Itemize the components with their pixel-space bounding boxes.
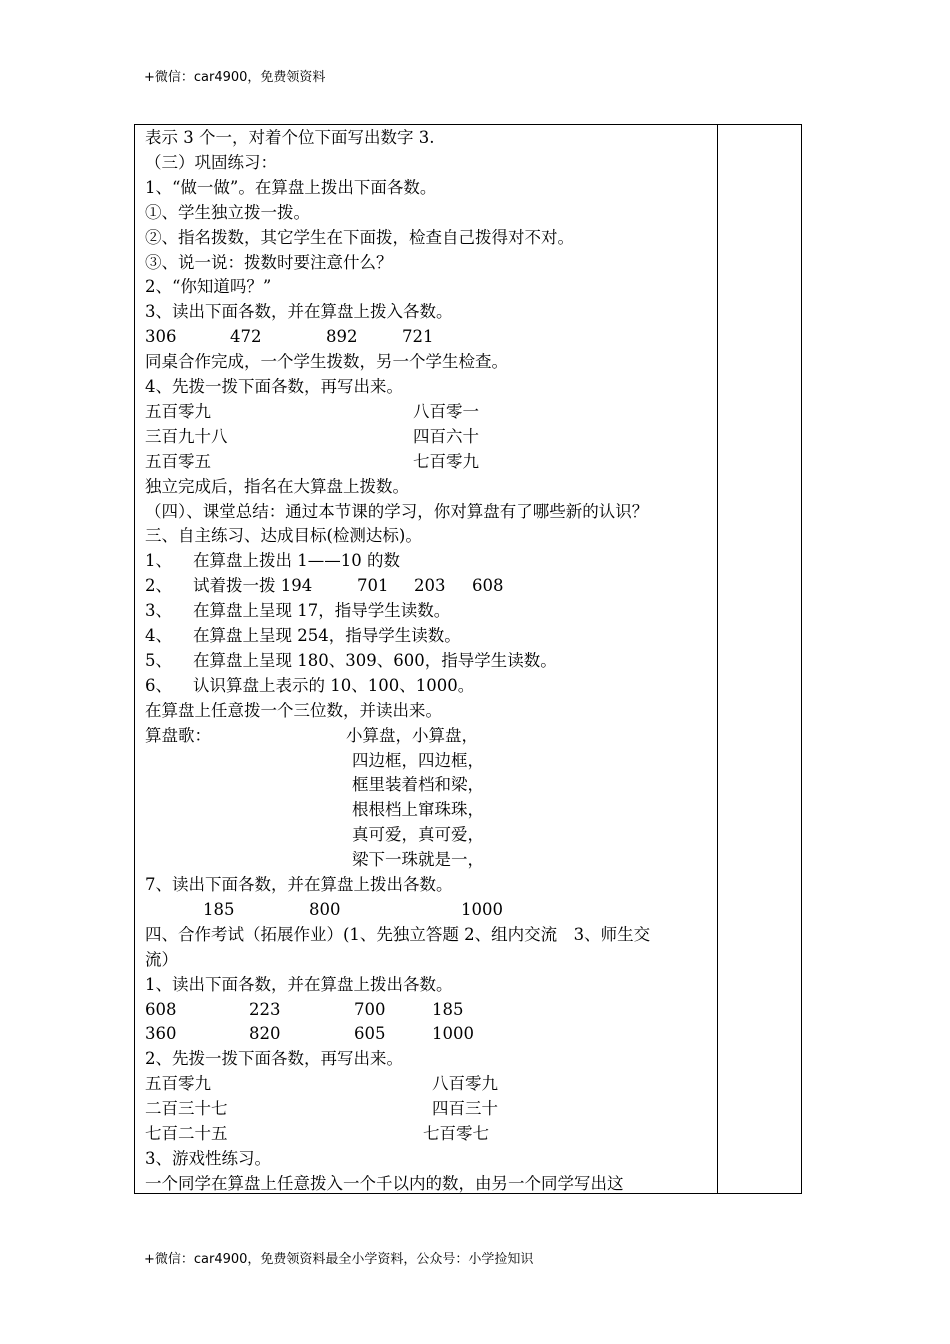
text-segment: 三百九十八 xyxy=(145,426,228,446)
text-segment: 5、 xyxy=(145,650,172,670)
text-segment: 在算盘上呈现 17，指导学生读数。 xyxy=(193,601,451,621)
text-segment: 2、 xyxy=(145,576,172,596)
text-segment: 三、自主练习、达成目标(检测达标)。 xyxy=(145,526,422,546)
text-segment: 223 xyxy=(249,999,281,1019)
text-segment: ③、说一说：拨数时要注意什么？ xyxy=(145,252,393,272)
page-header: +微信：car4900，免费领资料 xyxy=(144,70,326,85)
text-segment: 701 xyxy=(357,576,389,596)
text-segment: 表示 3 个一，对着个位下面写出数字 3. xyxy=(145,128,435,147)
text-segment: 1000 xyxy=(461,899,503,919)
text-segment: 7、读出下面各数，并在算盘上拨出各数。 xyxy=(145,875,453,894)
text-segment: 独立完成后，指名在大算盘上拨数。 xyxy=(145,476,409,496)
text-segment: 721 xyxy=(402,327,434,347)
text-segment: 八百零九 xyxy=(432,1074,498,1094)
page-footer: +微信：car4900，免费领资料最全小学资料，公众号：小学捡知识 xyxy=(144,1252,534,1267)
text-segment: 1000 xyxy=(432,1024,474,1044)
text-segment: 203 xyxy=(414,576,446,596)
text-segment: ①、学生独立拨一拨。 xyxy=(145,202,310,222)
text-segment: 在算盘上拨出 1——10 的数 xyxy=(193,551,400,571)
text-segment: （三）巩固练习： xyxy=(145,152,277,172)
text-segment: 472 xyxy=(230,327,262,347)
text-segment: 五百零九 xyxy=(145,401,211,421)
text-segment: 185 xyxy=(432,999,464,1019)
text-segment: 小算盘，小算盘， xyxy=(346,725,478,745)
text-segment: 认识算盘上表示的 10、100、1000。 xyxy=(193,675,475,695)
text-segment: 185 xyxy=(203,899,235,919)
text-segment: 在算盘上任意拨一个三位数，并读出来。 xyxy=(145,700,442,720)
text-segment: 真可爱，真可爱， xyxy=(352,825,484,845)
text-segment: 四百六十 xyxy=(413,426,479,446)
text-segment: 八百零一 xyxy=(413,401,479,421)
text-segment: 608 xyxy=(145,999,177,1019)
text-segment: 1、读出下面各数，并在算盘上拨出各数。 xyxy=(145,974,453,994)
text-segment: ②、指名拨数，其它学生在下面拨，检查自己拨得对不对。 xyxy=(145,227,574,247)
text-segment: 五百零九 xyxy=(145,1074,211,1094)
text-segment: 七百零七 xyxy=(423,1124,489,1143)
text-segment: 七百零九 xyxy=(413,451,479,471)
text-segment: 五百零五 xyxy=(145,451,211,471)
text-segment: 在算盘上呈现 254，指导学生读数。 xyxy=(193,626,461,645)
table-column-divider xyxy=(717,124,718,1194)
text-segment: 梁下一珠就是一， xyxy=(352,850,484,870)
text-segment: 七百二十五 xyxy=(145,1124,228,1143)
text-segment: 605 xyxy=(354,1024,386,1044)
text-segment: 流） xyxy=(145,949,178,969)
text-segment: 同桌合作完成，一个学生拨数，另一个学生检查。 xyxy=(145,352,508,372)
text-segment: 3、读出下面各数，并在算盘上拨入各数。 xyxy=(145,302,453,322)
text-segment: 800 xyxy=(309,899,341,919)
text-segment: 1、 xyxy=(145,551,172,571)
text-segment: 四、合作考试（拓展作业）(1、先独立答题 2、组内交流 3、师生交 xyxy=(145,924,651,944)
text-segment: 算盘歌： xyxy=(145,725,211,745)
text-segment: 820 xyxy=(249,1024,281,1044)
text-segment: 二百三十七 xyxy=(145,1099,228,1119)
text-segment: 608 xyxy=(472,576,504,596)
text-segment: 一个同学在算盘上任意拨入一个千以内的数，由另一个同学写出这 xyxy=(145,1173,624,1193)
text-segment: 四百三十 xyxy=(432,1099,498,1119)
text-segment: 6、 xyxy=(145,675,172,695)
text-segment: 3、 xyxy=(145,601,172,621)
text-segment: 3、游戏性练习。 xyxy=(145,1148,271,1168)
text-segment: 框里装着档和梁， xyxy=(352,775,484,795)
text-segment: 700 xyxy=(354,999,386,1019)
text-segment: 360 xyxy=(145,1024,177,1044)
text-segment: 在算盘上呈现 180、309、600，指导学生读数。 xyxy=(193,650,557,670)
text-segment: 2、先拨一拨下面各数，再写出来。 xyxy=(145,1049,403,1069)
text-segment: 1、“做一做”。在算盘上拨出下面各数。 xyxy=(145,177,437,197)
text-segment: 根根档上窜珠珠， xyxy=(352,800,484,820)
text-segment: （四）、课堂总结：通过本节课的学习，你对算盘有了哪些新的认识？ xyxy=(145,501,649,521)
text-segment: 892 xyxy=(326,327,358,347)
text-segment: 4、 xyxy=(145,626,172,645)
text-segment: 2、“你知道吗？” xyxy=(145,277,272,297)
text-segment: 四边框，四边框， xyxy=(352,750,484,770)
text-segment: 306 xyxy=(145,327,177,347)
text-segment: 试着拨一拨 194 xyxy=(193,576,313,596)
text-segment: 4、先拨一拨下面各数，再写出来。 xyxy=(145,377,403,396)
